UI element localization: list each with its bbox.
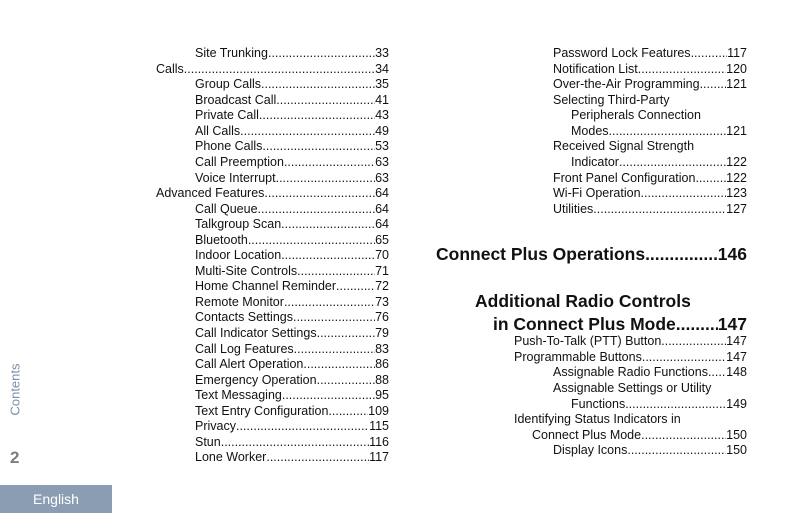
toc-entry-password-lock-features[interactable]: Password Lock Features ..... 117 bbox=[553, 46, 747, 61]
toc-entry-received-signal-strength-line1[interactable]: Received Signal Strength bbox=[553, 139, 695, 153]
toc-chapter-additional-radio-controls-line1[interactable]: Additional Radio Controls bbox=[475, 291, 691, 311]
toc-entry-stun[interactable]: Stun ..... 116 bbox=[195, 435, 389, 450]
toc-entry-text-messaging[interactable]: Text Messaging ..... 95 bbox=[195, 388, 389, 403]
toc-entry-call-alert-operation[interactable]: Call Alert Operation ..... 86 bbox=[195, 357, 389, 372]
toc-entry-text-entry-configuration[interactable]: Text Entry Configuration ..... 109 bbox=[195, 404, 389, 419]
toc-entry-talkgroup-scan[interactable]: Talkgroup Scan ..... 64 bbox=[195, 217, 389, 232]
toc-entry-site-trunking[interactable]: Site Trunking ..... 33 bbox=[195, 46, 389, 61]
toc-entry-identifying-status-indicators-line2[interactable]: Connect Plus Mode ..... 150 bbox=[532, 428, 747, 443]
contents-section-tab bbox=[0, 344, 30, 434]
toc-entry-indoor-location[interactable]: Indoor Location ..... 70 bbox=[195, 248, 389, 263]
page-number: 2 bbox=[10, 448, 20, 467]
toc-entry-broadcast-call[interactable]: Broadcast Call ..... 41 bbox=[195, 93, 389, 108]
toc-entry-multi-site-controls[interactable]: Multi-Site Controls ..... 71 bbox=[195, 264, 389, 279]
toc-entry-phone-calls[interactable]: Phone Calls ..... 53 bbox=[195, 139, 389, 154]
toc-entry-emergency-operation[interactable]: Emergency Operation ..... 88 bbox=[195, 373, 389, 388]
toc-entry-bluetooth[interactable]: Bluetooth ..... 65 bbox=[195, 233, 389, 248]
toc-entry-call-queue[interactable]: Call Queue ..... 64 bbox=[195, 202, 389, 217]
toc-entry-selecting-third-party-line1[interactable]: Selecting Third-Party bbox=[553, 93, 670, 107]
toc-entry-selecting-third-party-line2[interactable]: Peripherals Connection bbox=[571, 108, 701, 122]
toc-entry-ptt-button[interactable]: Push-To-Talk (PTT) Button ..... 147 bbox=[514, 334, 747, 349]
toc-entry-identifying-status-indicators-line1[interactable]: Identifying Status Indicators in bbox=[514, 412, 681, 426]
toc-entry-wi-fi-operation[interactable]: Wi-Fi Operation ..... 123 bbox=[553, 186, 747, 201]
toc-entry-calls[interactable]: Calls ..... 34 bbox=[156, 62, 389, 77]
toc-chapter-additional-radio-controls-line2[interactable]: in Connect Plus Mode ..... 147 bbox=[493, 313, 747, 335]
toc-entry-call-indicator-settings[interactable]: Call Indicator Settings ..... 79 bbox=[195, 326, 389, 341]
toc-entry-notification-list[interactable]: Notification List ..... 120 bbox=[553, 62, 747, 77]
toc-entry-privacy[interactable]: Privacy ..... 115 bbox=[195, 419, 389, 434]
toc-entry-all-calls[interactable]: All Calls ..... 49 bbox=[195, 124, 389, 139]
language-tab[interactable]: English bbox=[0, 485, 112, 513]
toc-entry-voice-interrupt[interactable]: Voice Interrupt ..... 63 bbox=[195, 171, 389, 186]
toc-entry-assignable-settings-line2[interactable]: Functions ..... 149 bbox=[571, 397, 747, 412]
toc-entry-lone-worker[interactable]: Lone Worker ..... 117 bbox=[195, 450, 389, 465]
toc-entry-programmable-buttons[interactable]: Programmable Buttons ..... 147 bbox=[514, 350, 747, 365]
toc-entry-front-panel-configuration[interactable]: Front Panel Configuration ..... 122 bbox=[553, 171, 747, 186]
toc-entry-over-the-air-programming[interactable]: Over-the-Air Programming ..... 121 bbox=[553, 77, 747, 92]
toc-entry-display-icons[interactable]: Display Icons ..... 150 bbox=[553, 443, 747, 458]
toc-entry-private-call[interactable]: Private Call ..... 43 bbox=[195, 108, 389, 123]
toc-entry-selecting-third-party-line3[interactable]: Modes ..... 121 bbox=[571, 124, 747, 139]
toc-entry-advanced-features[interactable]: Advanced Features ..... 64 bbox=[156, 186, 389, 201]
toc-chapter-connect-plus-operations[interactable]: Connect Plus Operations ..... 146 bbox=[436, 243, 747, 265]
toc-entry-assignable-settings-line1[interactable]: Assignable Settings or Utility bbox=[553, 381, 712, 395]
toc-entry-home-channel-reminder[interactable]: Home Channel Reminder ..... 72 bbox=[195, 279, 389, 294]
toc-entry-call-log-features[interactable]: Call Log Features ..... 83 bbox=[195, 342, 389, 357]
toc-entry-call-preemption[interactable]: Call Preemption ..... 63 bbox=[195, 155, 389, 170]
contents-section-label: Contents bbox=[7, 362, 23, 416]
toc-entry-utilities[interactable]: Utilities ..... 127 bbox=[553, 202, 747, 217]
toc-entry-remote-monitor[interactable]: Remote Monitor ..... 73 bbox=[195, 295, 389, 310]
toc-entry-received-signal-strength-line2[interactable]: Indicator ..... 122 bbox=[571, 155, 747, 170]
toc-entry-assignable-radio-functions[interactable]: Assignable Radio Functions ..... 148 bbox=[553, 365, 747, 380]
toc-entry-group-calls[interactable]: Group Calls ..... 35 bbox=[195, 77, 389, 92]
toc-entry-contacts-settings[interactable]: Contacts Settings ..... 76 bbox=[195, 310, 389, 325]
